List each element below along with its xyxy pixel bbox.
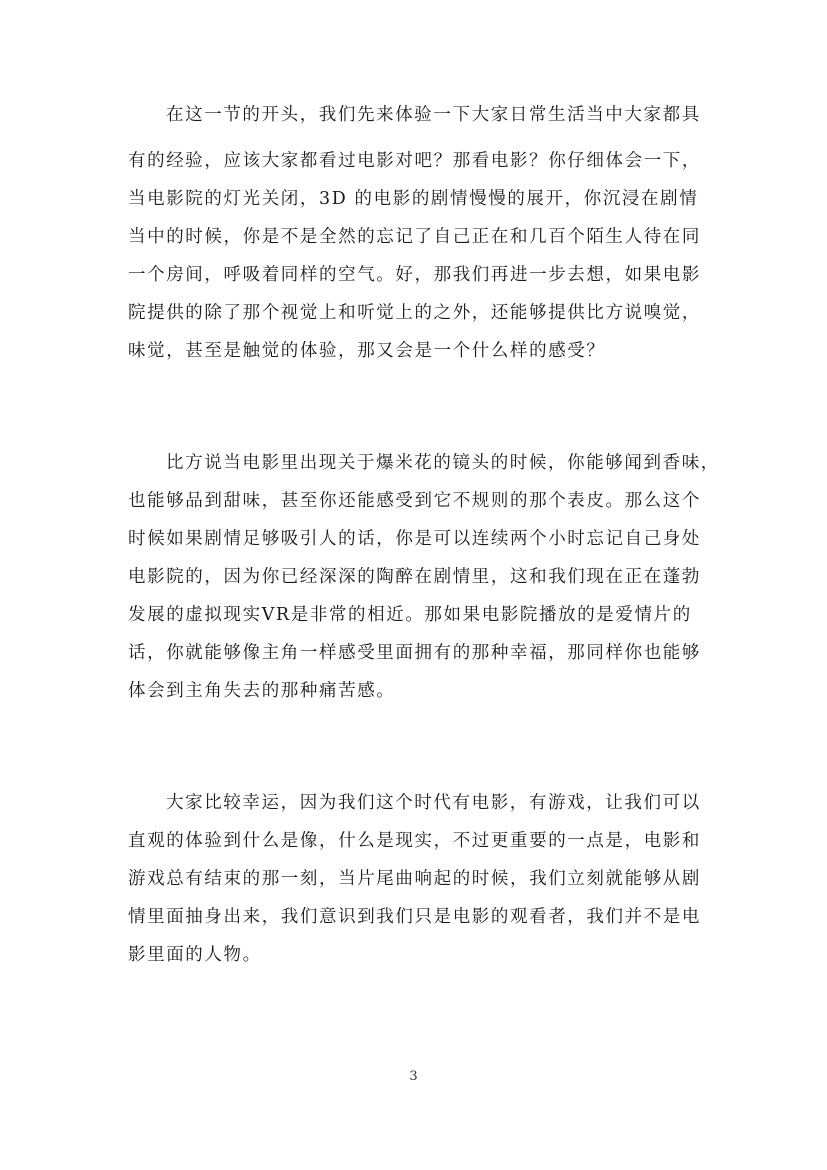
paragraph-line: 有的经验，应该大家都看过电影对吧？那看电影？你仔细体会一下，: [128, 151, 701, 171]
paragraph-line: 也能够品到甜味，甚至你还能感受到它不规则的那个表皮。那么这个: [128, 491, 701, 511]
paragraph-line: 当电影院的灯光关闭，3D 的电影的剧情慢慢的展开，你沉浸在剧情: [128, 189, 699, 209]
paragraph-line: 话，你就能够像主角一样感受里面拥有的那种幸福，那同样你也能够: [128, 643, 701, 663]
paragraph-line: 在这一节的开头，我们先来体验一下大家日常生活当中大家都具: [166, 105, 701, 125]
paragraph-line: 影里面的人物。: [128, 945, 262, 965]
paragraph-line: 体会到主角失去的那种痛苦感。: [128, 681, 396, 701]
paragraph-line: 味觉，甚至是触觉的体验，那又会是一个什么样的感受？: [128, 341, 606, 361]
paragraph-line: 发展的虚拟现实VR是非常的相近。那如果电影院播放的是爱情片的: [128, 605, 692, 625]
paragraph-line: 大家比较幸运，因为我们这个时代有电影，有游戏，让我们可以: [166, 793, 701, 813]
paragraph-line: 当中的时候，你是不是全然的忘记了自己正在和几百个陌生人待在同: [128, 227, 701, 247]
paragraph-line: 一个房间，呼吸着同样的空气。好，那我们再进一步去想，如果电影: [128, 265, 701, 285]
paragraph-line: 电影院的，因为你已经深深的陶醉在剧情里，这和我们现在正在蓬勃: [128, 567, 701, 587]
page-number: 3: [409, 1069, 418, 1084]
paragraph-line: 情里面抽身出来，我们意识到我们只是电影的观看者，我们并不是电: [128, 907, 701, 927]
paragraph-line: 直观的体验到什么是像，什么是现实，不过更重要的一点是，电影和: [128, 831, 701, 851]
paragraph-line: 比方说当电影里出现关于爆米花的镜头的时候，你能够闻到香味，: [166, 453, 720, 473]
paragraph-line: 院提供的除了那个视觉上和听觉上的之外，还能够提供比方说嗅觉，: [128, 303, 701, 323]
paragraph-line: 游戏总有结束的那一刻，当片尾曲响起的时候，我们立刻就能够从剧: [128, 869, 701, 889]
paragraph-line: 时候如果剧情足够吸引人的话，你是可以连续两个小时忘记自己身处: [128, 529, 701, 549]
